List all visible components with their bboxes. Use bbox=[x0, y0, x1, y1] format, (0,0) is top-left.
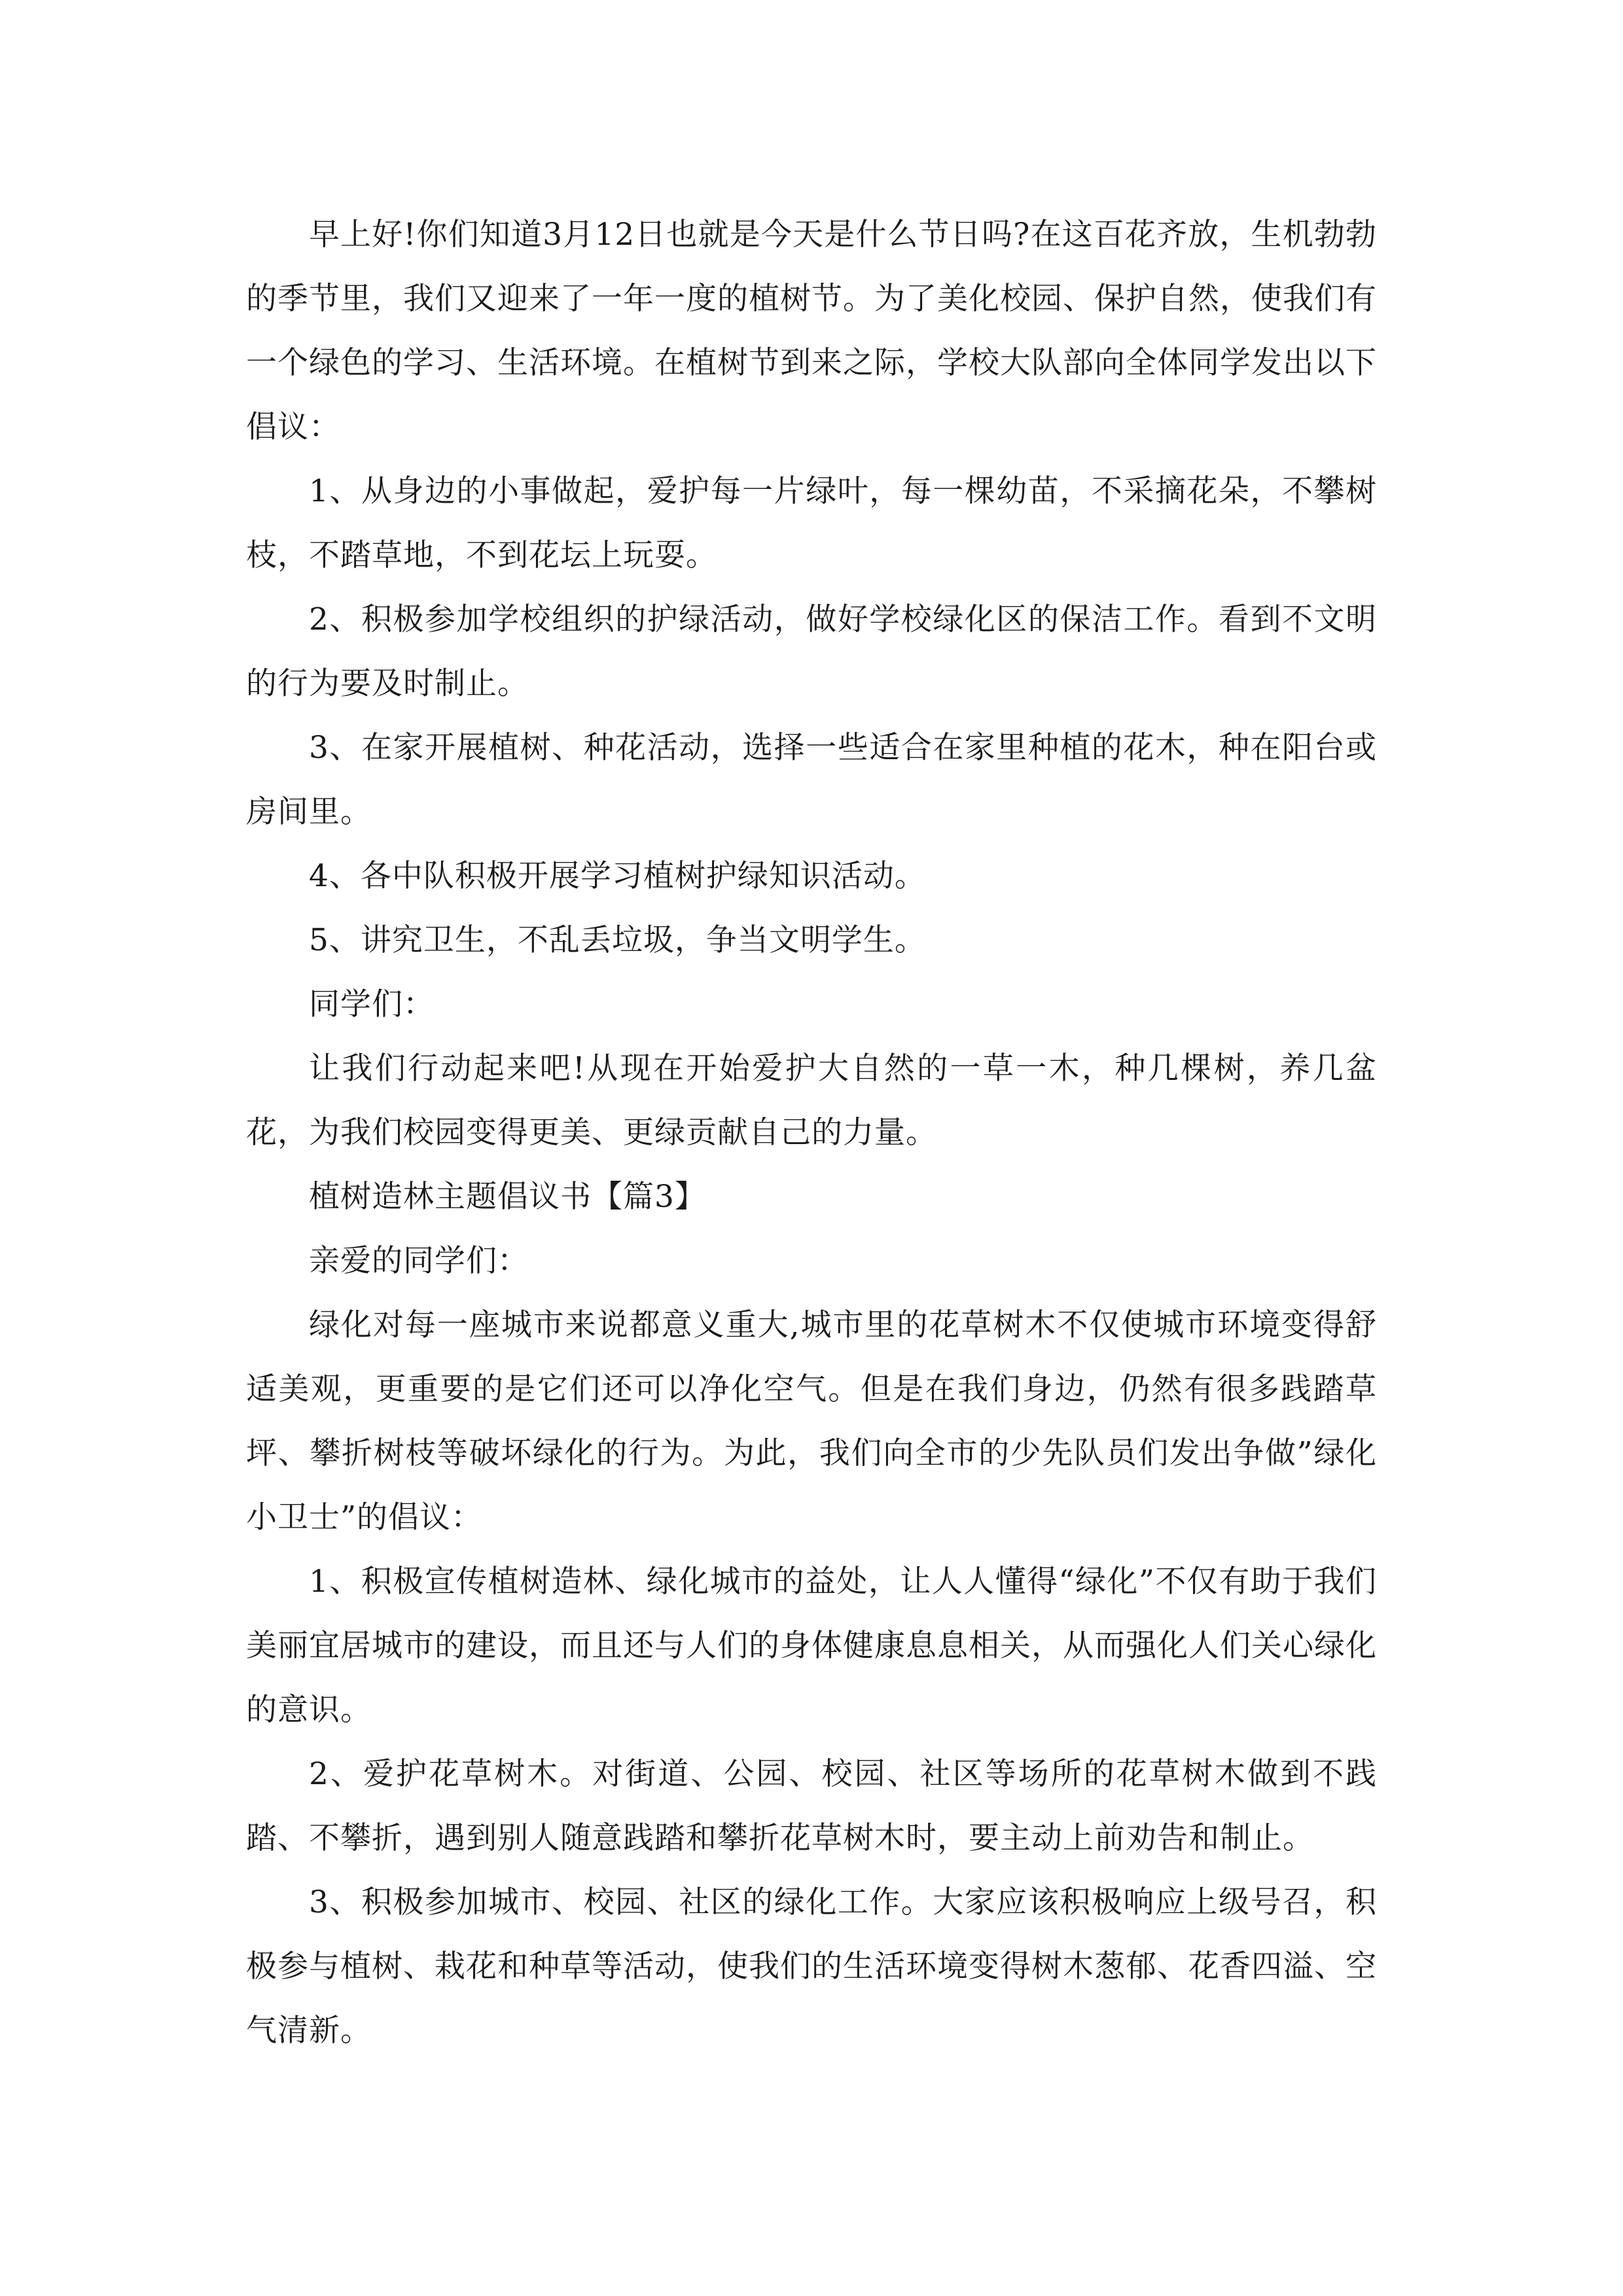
paragraph-item-3: 3、在家开展植树、种花活动，选择一些适合在家里种植的花木，种在阳台或房间里。 bbox=[246, 730, 1377, 830]
paragraph-salutation: 同学们： bbox=[309, 986, 435, 1022]
paragraph-greeting: 早上好!你们知道3月12日也就是今天是什么节日吗?在这百花齐放，生机勃勃的季节里，我们又迎来了一年一度的植树节。为了美化校园、保护自然，使我们有一个绿色的学习、生活环境。在植树节到来之际，学校大队部向全体同学发出以下倡议： bbox=[246, 217, 1377, 445]
section-heading: 植树造林主题倡议书【篇3】 bbox=[309, 1179, 706, 1215]
document-body bbox=[246, 203, 1377, 2063]
paragraph-item-2-2: 2、爱护花草树木。对街道、公园、校园、社区等场所的花草树木做到不践踏、不攀折，遇到别人随意践踏和攀折花草树木时，要主动上前劝告和制止。 bbox=[246, 1756, 1377, 1856]
paragraph-item-4: 4、各中队积极开展学习植树护绿知识活动。 bbox=[309, 858, 926, 894]
paragraph-item-2-1: 1、积极宣传植树造林、绿化城市的益处，让人人懂得“绿化”不仅有助于我们美丽宜居城市的建设，而且还与人们的身体健康息息相关，从而强化人们关心绿化的意识。 bbox=[246, 1564, 1377, 1728]
paragraph-item-5: 5、讲究卫生，不乱丢垃圾，争当文明学生。 bbox=[309, 922, 926, 958]
paragraph-item-2-3: 3、积极参加城市、校园、社区的绿化工作。大家应该积极响应上级号召，积极参与植树、栽花和种草等活动，使我们的生活环境变得树木葱郁、花香四溢、空气清新。 bbox=[246, 1884, 1377, 2049]
paragraph-item-1: 1、从身边的小事做起，爱护每一片绿叶，每一棵幼苗，不采摘花朵，不攀树枝，不踏草地，不到花坛上玩耍。 bbox=[246, 473, 1377, 573]
paragraph-intro-2: 绿化对每一座城市来说都意义重大,城市里的花草树木不仅使城市环境变得舒适美观，更重要的是它们还可以净化空气。但是在我们身边，仍然有很多践踏草坪、攀折树枝等破坏绿化的行为。为此，我们向全市的少先队员们发出争做”绿化小卫士”的倡议： bbox=[246, 1307, 1377, 1535]
paragraph-item-2: 2、积极参加学校组织的护绿活动，做好学校绿化区的保洁工作。看到不文明的行为要及时制止。 bbox=[246, 601, 1377, 702]
paragraph-closing: 让我们行动起来吧!从现在开始爱护大自然的一草一木，种几棵树，养几盆花，为我们校园变得更美、更绿贡献自己的力量。 bbox=[246, 1050, 1377, 1151]
paragraph-salutation-2: 亲爱的同学们： bbox=[309, 1243, 529, 1279]
